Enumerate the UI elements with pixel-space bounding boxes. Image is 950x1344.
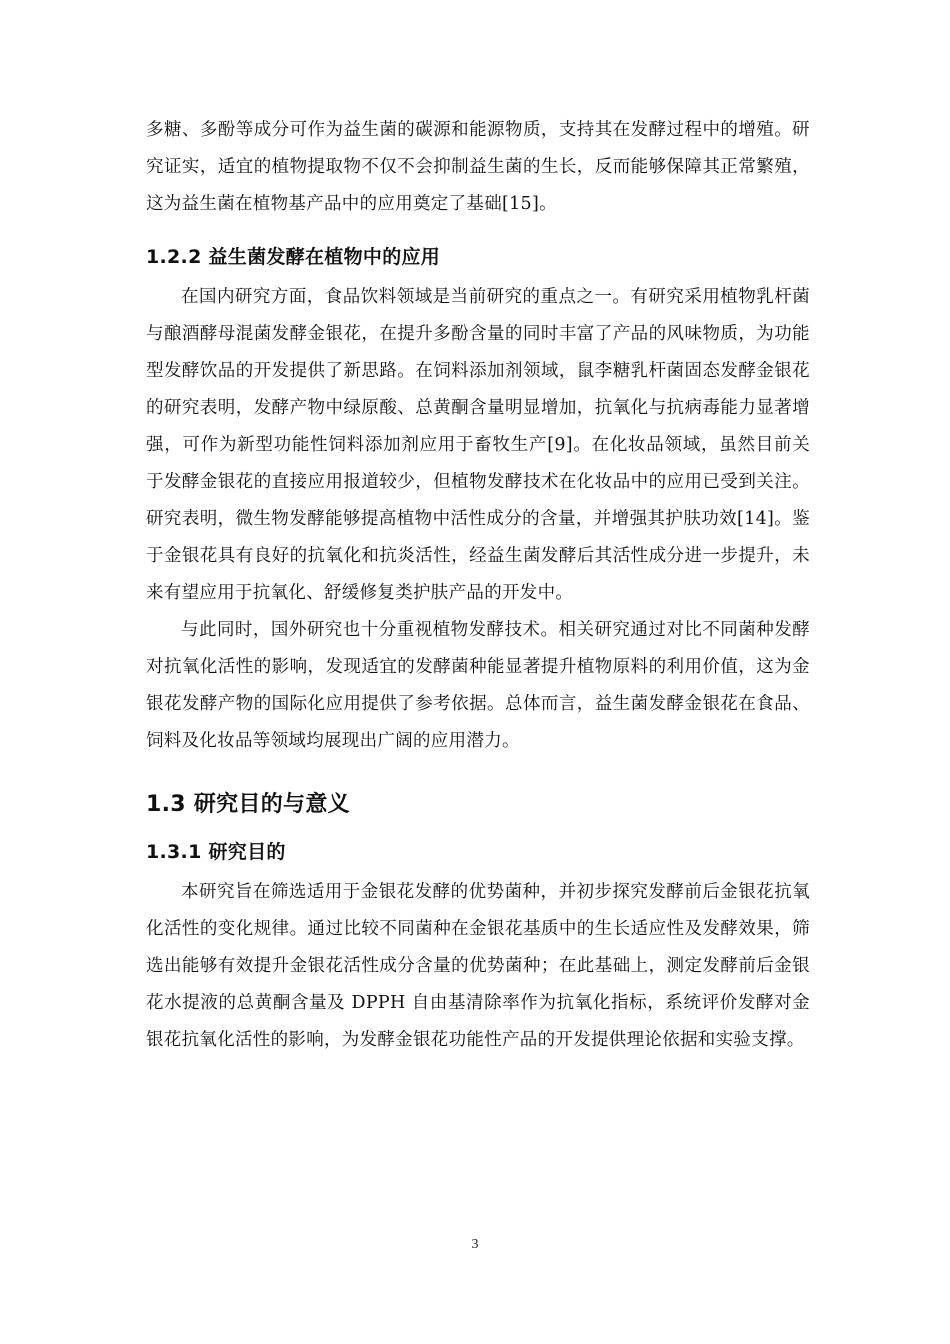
page-body <box>146 112 810 1059</box>
paragraph-domestic-research: 在国内研究方面，食品饮料领域是当前研究的重点之一。有研究采用植物乳杆菌与酿酒酵母混菌发酵金银花，在提升多酚含量的同时丰富了产品的风味物质，为功能型发酵饮品的开发提供了新思路。在饲料添加剂领域，鼠李糖乳杆菌固态发酵金银花的研究表明，发酵产物中绿原酸、总黄酮含量明显增加，抗氧化与抗病毒能力显著增强，可作为新型功能性饲料添加剂应用于畜牧生产[9]。在化妆品领域，虽然目前关于发酵金银花的直接应用报道较少，但植物发酵技术在化妆品中的应用已受到关注。研究表明，微生物发酵能够提高植物中活性成分的含量，并增强其护肤功效[14]。鉴于金银花具有良好的抗氧化和抗炎活性，经益生菌发酵后其活性成分进一步提升，未来有望应用于抗氧化、舒缓修复类护肤产品的开发中。 <box>146 287 810 603</box>
continued-paragraph: 多糖、多酚等成分可作为益生菌的碳源和能源物质，支持其在发酵过程中的增殖。研究证实，适宜的植物提取物不仅不会抑制益生菌的生长，反而能够保障其正常繁殖，这为益生菌在植物基产品中的应用奠定了基础[15]。 <box>146 120 810 214</box>
page-number: 3 <box>471 1237 479 1252</box>
paragraph-foreign-research: 与此同时，国外研究也十分重视植物发酵技术。相关研究通过对比不同菌种发酵对抗氧化活性的影响，发现适宜的发酵菌种能显著提升植物原料的利用价值，这为金银花发酵产物的国际化应用提供了参考依据。总体而言，益生菌发酵金银花在食品、饲料及化妆品等领域均展现出广阔的应用潜力。 <box>146 620 810 751</box>
heading-1-2-2: 1.2.2 益生菌发酵在植物中的应用 <box>146 246 441 268</box>
paragraph-research-purpose: 本研究旨在筛选适用于金银花发酵的优势菌种，并初步探究发酵前后金银花抗氧化活性的变化规律。通过比较不同菌种在金银花基质中的生长适应性及发酵效果，筛选出能够有效提升金银花活性成分含量的优势菌种；在此基础上，测定发酵前后金银花水提液的总黄酮含量及 DPPH 自由基清除率作为抗氧化指标，系统评价发酵对金银花抗氧化活性的影响，为发酵金银花功能性产品的开发提供理论依据和实验支撑。 <box>146 882 810 1050</box>
heading-1-3: 1.3 研究目的与意义 <box>146 792 350 817</box>
heading-1-3-1: 1.3.1 研究目的 <box>146 841 286 863</box>
